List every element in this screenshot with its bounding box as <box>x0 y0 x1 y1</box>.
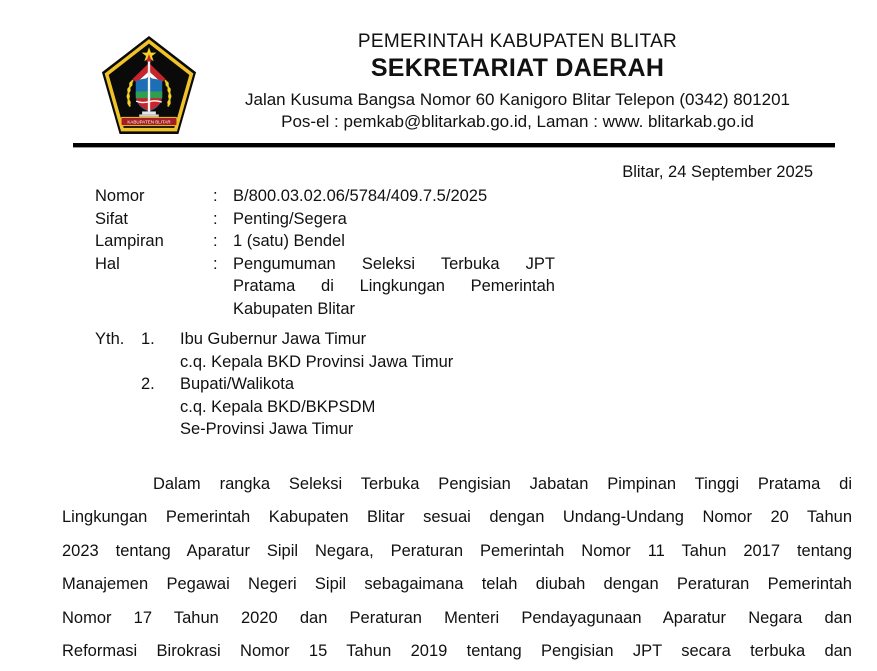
meta-row-sifat <box>95 208 555 231</box>
header-divider <box>73 143 835 147</box>
recipient-line: c.q. Kepala BKD/BKPSDM <box>180 397 376 416</box>
body-paragraph <box>62 468 852 668</box>
meta-colon: : <box>213 209 218 228</box>
body-line: 2023 tentang Aparatur Sipil Negara, Peraturan Pemerintah Nomor 11 Tahun 2017 tentang <box>62 541 852 560</box>
recipient-number: 1. <box>141 330 155 348</box>
recipient-text <box>180 373 375 441</box>
blitar-regency-logo <box>100 34 198 136</box>
salutation: Yth. <box>95 330 125 348</box>
meta-label: Nomor <box>95 187 145 205</box>
meta-label: Sifat <box>95 209 129 228</box>
subject-line: Pratama di Lingkungan Pemerintah <box>233 277 555 295</box>
subject-line: Kabupaten Blitar <box>233 299 356 318</box>
department-name: SEKRETARIAT DAERAH <box>370 54 665 82</box>
letter-meta <box>95 185 555 320</box>
recipient-line: Ibu Gubernur Jawa Timur <box>180 330 367 348</box>
logo-banner-label: KABUPATEN BLITAR <box>127 119 171 125</box>
meta-value: Penting/Segera <box>233 209 347 228</box>
subject-line: Pengumuman Seleksi Terbuka JPT <box>233 254 555 273</box>
recipient-line: c.q. Kepala BKD Provinsi Jawa Timur <box>180 352 454 371</box>
meta-value: 1 (satu) Bendel <box>233 232 345 250</box>
place-date: Blitar, 24 September 2025 <box>622 163 813 181</box>
meta-row-lampiran <box>95 230 555 253</box>
recipient-line: Se-Provinsi Jawa Timur <box>180 420 354 438</box>
meta-colon: : <box>213 232 218 250</box>
address-line: Jalan Kusuma Bangsa Nomor 60 Kanigoro Blitar Telepon (0342) 801201 <box>245 90 790 109</box>
meta-value-subject <box>233 253 555 321</box>
recipient-block <box>95 328 453 441</box>
recipient-row <box>95 328 453 373</box>
pentagon-seal-icon <box>100 34 198 136</box>
meta-value: B/800.03.02.06/5784/409.7.5/2025 <box>233 187 488 205</box>
meta-label: Hal <box>95 254 120 273</box>
body-line: Dalam rangka Seleksi Terbuka Pengisian Jabatan Pimpinan Tinggi Pratama di <box>153 475 852 493</box>
recipient-row <box>95 373 453 441</box>
body-line: Reformasi Birokrasi Nomor 15 Tahun 2019 tentang Pengisian JPT secara terbuka dan <box>62 642 852 661</box>
body-line: Lingkungan Pemerintah Kabupaten Blitar sesuai dengan Undang-Undang Nomor 20 Tahun <box>62 508 852 527</box>
meta-row-nomor <box>95 185 555 208</box>
contact-line: Pos-el : pemkab@blitarkab.go.id, Laman : www. blitarkab.go.id <box>281 112 754 131</box>
meta-colon: : <box>213 187 218 205</box>
meta-label: Lampiran <box>95 232 164 250</box>
letterhead <box>198 30 837 133</box>
meta-row-hal <box>95 253 555 321</box>
body-line: Nomor 17 Tahun 2020 dan Peraturan Menteri Pendayagunaan Aparatur Negara dan <box>62 608 852 627</box>
body-line: Manajemen Pegawai Negeri Sipil sebagaimana telah diubah dengan Peraturan Pemerintah <box>62 575 852 594</box>
government-name: PEMERINTAH KABUPATEN BLITAR <box>357 31 678 52</box>
recipient-line: Bupati/Walikota <box>180 375 295 393</box>
meta-colon: : <box>213 254 218 273</box>
recipient-text <box>180 328 453 373</box>
recipient-number: 2. <box>141 375 155 393</box>
